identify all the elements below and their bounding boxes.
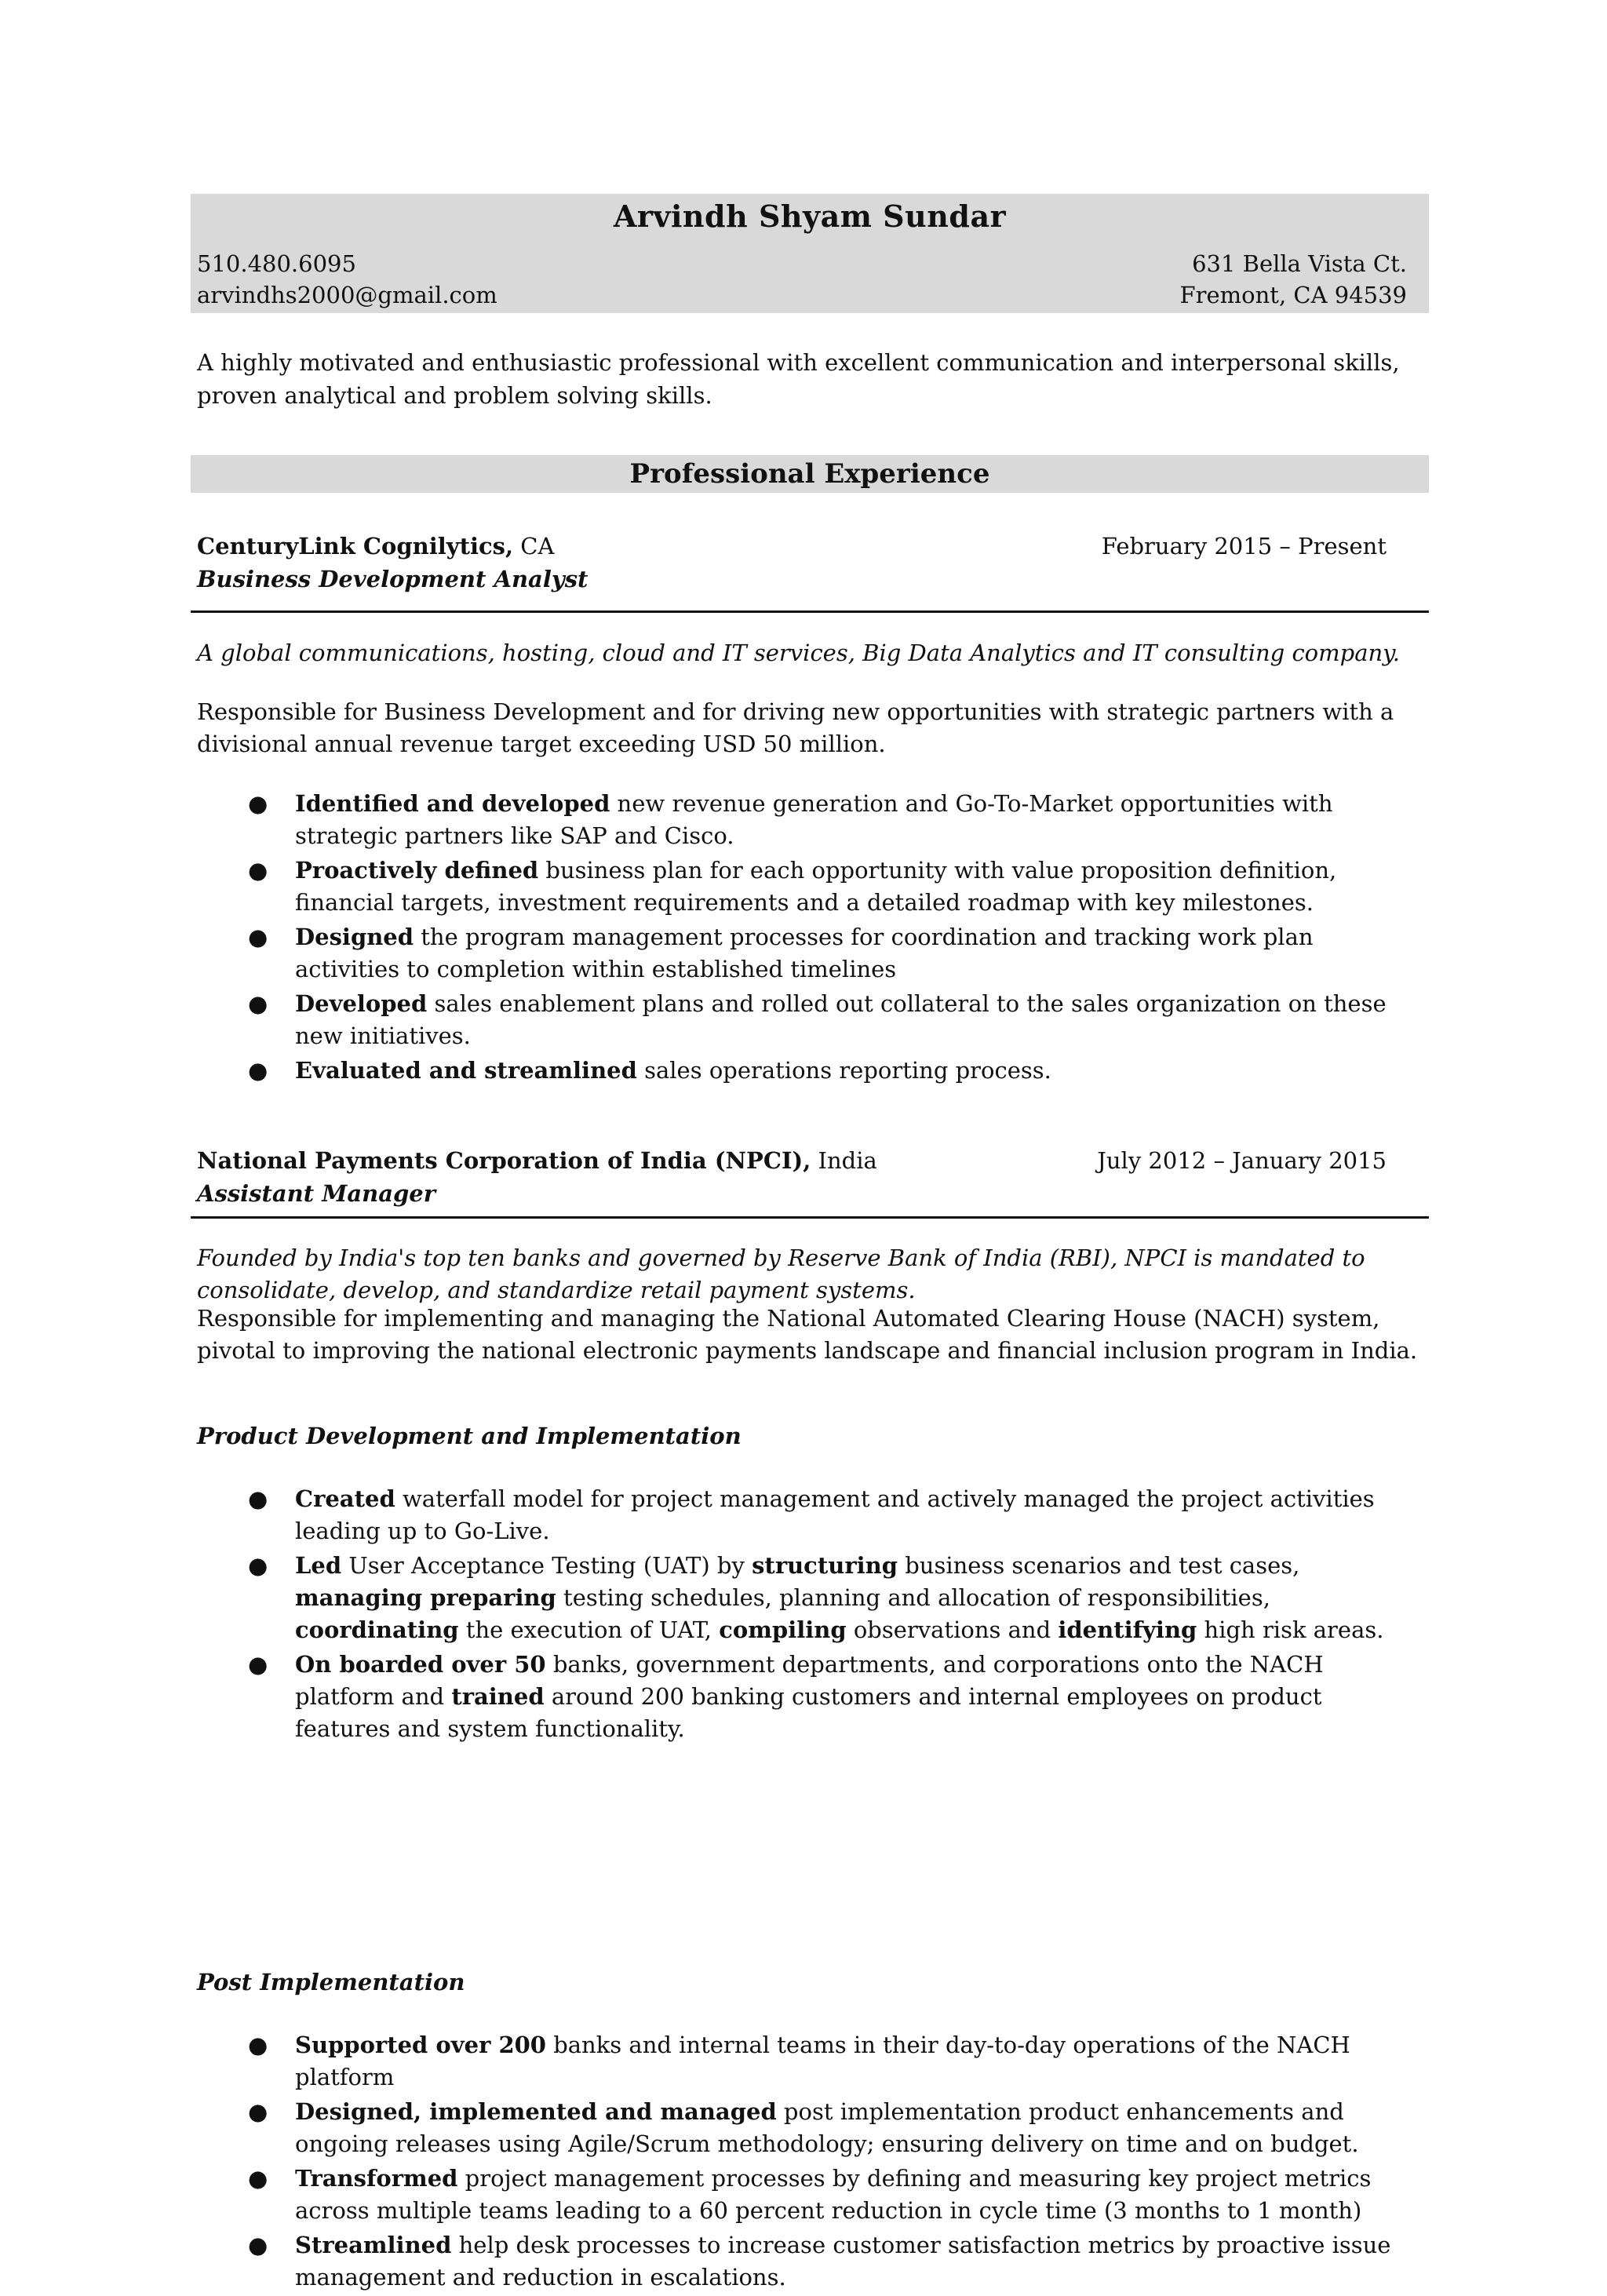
job-dates: February 2015 – Present bbox=[1101, 533, 1387, 559]
phone-number: 510.480.6095 bbox=[197, 250, 356, 277]
job-location: CA bbox=[513, 533, 555, 559]
job-header-1 bbox=[197, 533, 1429, 592]
job-divider-2 bbox=[191, 1216, 1429, 1219]
address-line-1: 631 Bella Vista Ct. bbox=[1192, 250, 1407, 277]
address-line-2: Fremont, CA 94539 bbox=[1179, 282, 1407, 308]
list-item: ● Proactively defined business plan for each opportunity with value proposition definition, financial targets, investment requirements and a detailed roadmap with key milestones. bbox=[248, 857, 1337, 916]
list-item: ● Evaluated and streamlined sales operations reporting process. bbox=[248, 1057, 1051, 1084]
job-location: India bbox=[811, 1147, 877, 1174]
list-item: ● Created waterfall model for project management and actively managed the project activities leading up to Go-Live. bbox=[248, 1485, 1375, 1544]
job-company: National Payments Corporation of India (NPCI), bbox=[197, 1147, 811, 1174]
job-description: Founded by India's top ten banks and governed by Reserve Bank of India (RBI), NPCI is mandated to consolidate, develop, and standardize retail payment systems. bbox=[197, 1245, 1365, 1303]
list-item: ● Transformed project management processes by defining and measuring key project metrics across multiple teams leading to a 60 percent reduction in cycle time (3 months to 1 month) bbox=[248, 2165, 1372, 2224]
subsection-heading: Product Development and Implementation bbox=[197, 1423, 742, 1449]
job-title: Business Development Analyst bbox=[197, 566, 589, 592]
subsection-heading: Post Implementation bbox=[197, 1969, 465, 1995]
list-item: ● Led User Acceptance Testing (UAT) by structuring business scenarios and test cases, managing preparing testing schedules, planning and allocation of responsibilities, coordinating the execution of UAT, compiling observations and identifying high risk areas. bbox=[248, 1552, 1384, 1643]
candidate-name: Arvindh Shyam Sundar bbox=[613, 199, 1007, 234]
job-responsibility: Responsible for implementing and managing the National Automated Clearing House (NACH) system, pivotal to improving the national electronic payments landscape and financial inclusion program in India. bbox=[197, 1305, 1418, 1364]
summary-paragraph: A highly motivated and enthusiastic professional with excellent communication and interpersonal skills, proven analytical and problem solving skills. bbox=[197, 349, 1400, 409]
product-development-bullet-list bbox=[197, 1483, 1405, 1748]
job-title: Assistant Manager bbox=[197, 1180, 436, 1207]
header-bar bbox=[191, 194, 1429, 313]
job-responsibility: Responsible for Business Development and for driving new opportunities with strategic partners with a divisional annual revenue target exceeding USD 50 million. bbox=[197, 698, 1394, 757]
list-item: ● Identified and developed new revenue generation and Go-To-Market opportunities with strategic partners like SAP and Cisco. bbox=[248, 790, 1333, 849]
section-title-experience: Professional Experience bbox=[191, 455, 1429, 493]
list-item: ● Designed, implemented and managed post implementation product enhancements and ongoing releases using Agile/Scrum methodology; ensuring delivery on time and on budget. bbox=[248, 2098, 1359, 2157]
list-item: ● Streamlined help desk processes to increase customer satisfaction metrics by proactive issue management and reduction in escalations. bbox=[248, 2232, 1391, 2291]
job-dates: July 2012 – January 2015 bbox=[1097, 1147, 1387, 1174]
email-address: arvindhs2000@gmail.com bbox=[197, 282, 497, 308]
list-item: ● Developed sales enablement plans and rolled out collateral to the sales organization on these new initiatives. bbox=[248, 990, 1387, 1049]
job-divider-1 bbox=[191, 610, 1429, 613]
job-header-2 bbox=[197, 1147, 1429, 1207]
resume-page bbox=[191, 194, 1429, 2291]
list-item: ● Supported over 200 banks and internal teams in their day-to-day operations of the NACH platform bbox=[248, 2032, 1350, 2090]
post-implementation-bullet-list bbox=[197, 2029, 1405, 2296]
job-company: CenturyLink Cognilytics, bbox=[197, 533, 514, 559]
job-description: A global communications, hosting, cloud and IT services, Big Data Analytics and IT consulting company. bbox=[197, 640, 1400, 666]
list-item: ● On boarded over 50 banks, government departments, and corporations onto the NACH platform and trained around 200 banking customers and internal employees on product features and system functionality. bbox=[248, 1651, 1324, 1742]
list-item: ● Designed the program management processes for coordination and tracking work plan activities to completion within established timelines bbox=[248, 924, 1314, 982]
job-1-bullet-list bbox=[197, 788, 1405, 1089]
